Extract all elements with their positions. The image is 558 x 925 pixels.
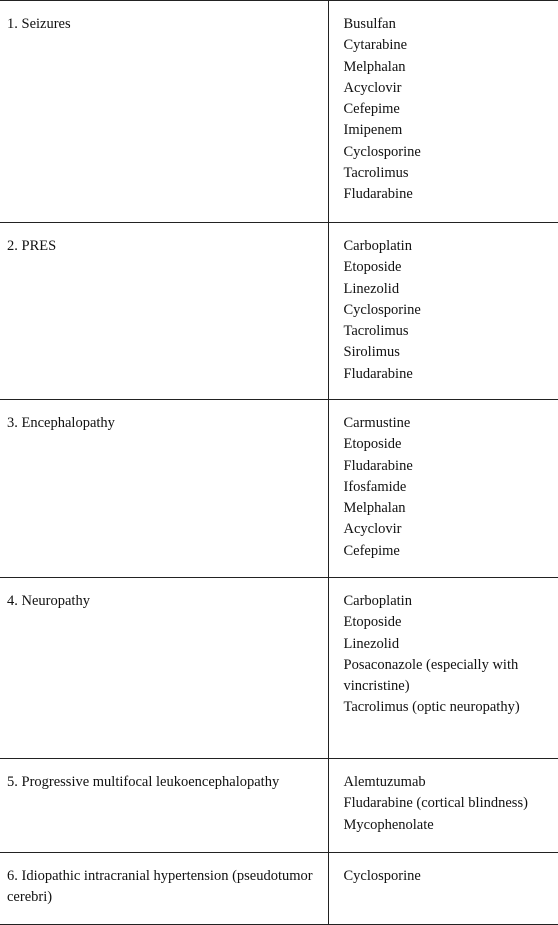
drug-name: Tacrolimus (optic neuropathy) [343,699,520,716]
table-row [0,853,558,925]
drug-name: Tacrolimus [343,165,409,182]
drug-name: Cefepime [343,101,400,118]
condition-cell [0,578,328,759]
condition-label: 2. PRES [7,238,57,254]
drug-name: Mycophenolate [343,816,434,833]
drug-name: Melphalan [343,500,406,517]
drug-name: Carboplatin [343,238,412,254]
drug-name: Etoposide [343,436,402,453]
condition-label: 6. Idiopathic intracranial hypertension (pseudotumor cerebri) [7,868,313,906]
drug-name: Fludarabine (cortical blindness) [343,795,528,812]
condition-label: 1. Seizures [7,16,71,32]
condition-label: 4. Neuropathy [7,593,90,609]
condition-cell [0,853,328,925]
drug-name: Cytarabine [343,37,408,54]
drug-name: Fludarabine [343,186,413,203]
drug-name: Acyclovir [343,521,402,538]
drug-name: Cyclosporine [343,143,421,160]
drug-list-cell [328,853,558,925]
drug-name: Cyclosporine [343,868,421,884]
drug-name: Acyclovir [343,79,402,96]
drug-name: Busulfan [343,16,396,32]
condition-label: 5. Progressive multifocal leukoencephalopathy [7,774,280,790]
condition-cell [0,1,328,223]
drug-name: Fludarabine [343,365,413,382]
drug-list-cell [328,400,558,578]
condition-cell [0,759,328,853]
drug-name: Fludarabine [343,457,413,474]
drug-name: Melphalan [343,58,406,75]
drug-name: Imipenem [343,122,403,139]
drug-name: Alemtuzumab [343,774,426,790]
drug-name: Carmustine [343,415,411,431]
drug-list-cell [328,223,558,400]
table-row [0,1,558,223]
drug-name: Cyclosporine [343,301,421,318]
condition-cell [0,400,328,578]
drug-list-cell [328,1,558,223]
drug-name: Etoposide [343,614,402,631]
table-row [0,578,558,759]
table-row [0,759,558,853]
drug-name: Carboplatin [343,593,412,609]
table-row [0,400,558,578]
drug-name: Linezolid [343,280,400,297]
drug-name: Sirolimus [343,344,400,361]
drug-name: Posaconazole (especially with vincristine) [343,656,519,695]
drug-list-cell [328,578,558,759]
drug-name: Tacrolimus [343,323,409,340]
condition-label: 3. Encephalopathy [7,415,115,431]
condition-cell [0,223,328,400]
drug-list-cell [328,759,558,853]
table-row [0,223,558,400]
drug-name: Linezolid [343,635,400,652]
drug-name: Cefepime [343,542,400,559]
drug-name: Etoposide [343,259,402,276]
drug-name: Ifosfamide [343,478,407,495]
